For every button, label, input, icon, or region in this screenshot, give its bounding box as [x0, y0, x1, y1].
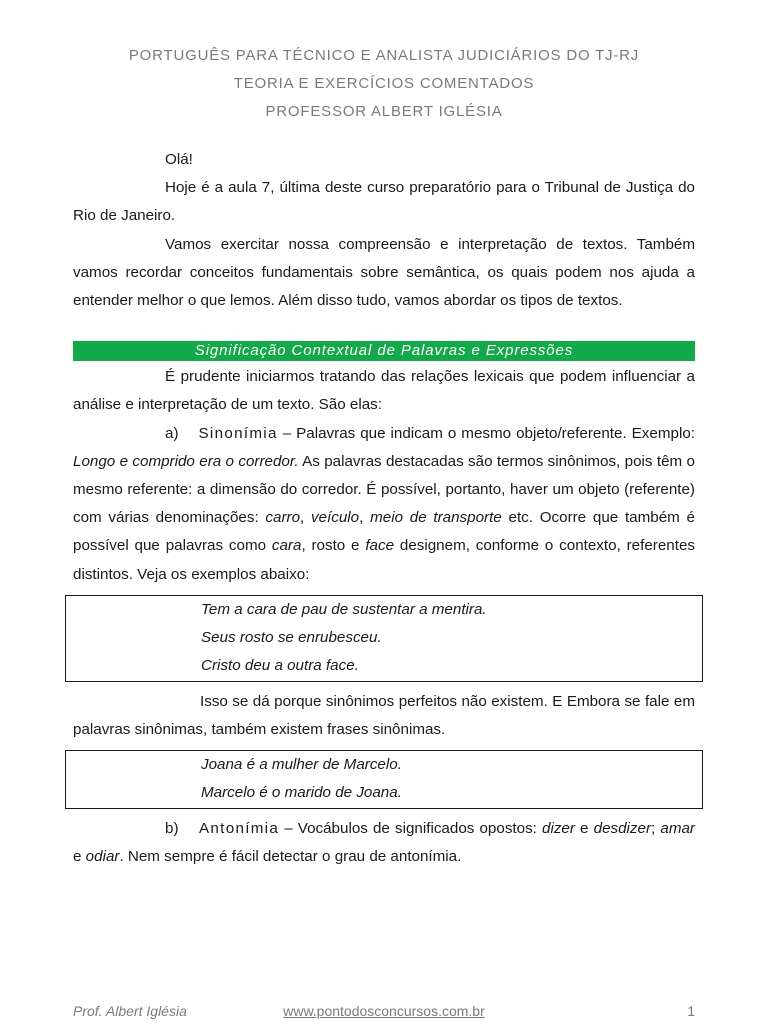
word-amar: amar — [660, 820, 695, 838]
word-face: face — [365, 537, 395, 555]
item-a-text-1: As palavras destacadas são termos sinônimos, pois têm o mesmo referente: a dimensão do corredor. É possível, portanto, haver um objeto (referente) com várias denominações: — [73, 452, 695, 527]
word-odiar: odiar — [85, 848, 120, 866]
word-desdizer: desdizer — [593, 820, 652, 838]
section-paragraph-1: É prudente iniciarmos tratando das relações lexicais que podem influenciar a análise e interpretação de um texto. São elas: — [73, 368, 695, 414]
example-box-1 — [65, 595, 703, 682]
separator: ; — [651, 820, 661, 838]
example-line: Joana é a mulher de Marcelo. — [201, 756, 402, 774]
header-title: PORTUGUÊS PARA TÉCNICO E ANALISTA JUDICIÁRIOS DO TJ-RJ — [128, 47, 640, 64]
page-footer — [73, 1003, 695, 1023]
word-veiculo: veículo — [311, 509, 360, 527]
comma: , — [300, 509, 311, 527]
intro-paragraph-1: Hoje é a aula 7, última deste curso preparatório para o Tribunal de Justiça do Rio de Janeiro. — [73, 179, 695, 225]
footer-author: Prof. Albert Iglésia — [73, 1003, 187, 1019]
comma: , — [359, 509, 371, 527]
greeting: Olá! — [165, 151, 193, 168]
item-b-text: . Nem sempre é fácil detectar o grau de antonímia. — [119, 848, 462, 866]
example-line: Marcelo é o marido de Joana. — [201, 784, 402, 802]
footer-url-link[interactable]: www.pontodosconcursos.com.br — [283, 1003, 485, 1019]
example-box-2 — [65, 750, 703, 809]
word-carro: carro — [265, 509, 301, 527]
item-a-term: Sinonímia — [198, 424, 278, 442]
intro-paragraph-2: Vamos exercitar nossa compreensão e interpretação de textos. Também vamos recordar conceitos fundamentais sobre semântica, os quais podem nos ajuda a entender melhor o que lemos. Além disso tudo, vamos abordar os tipos de textos. — [73, 235, 695, 310]
word-dizer: dizer — [542, 820, 575, 838]
word-cara: cara — [271, 537, 302, 555]
item-b-marker: b) — [165, 820, 179, 838]
item-b-term: Antonímia — [199, 820, 280, 838]
item-a-sinonimia — [73, 420, 695, 589]
example-line: Seus rosto se enrubesceu. — [201, 628, 382, 646]
item-b-def: – Vocábulos de significados opostos: — [279, 820, 543, 838]
header-subtitle: TEORIA E EXERCÍCIOS COMENTADOS — [233, 75, 535, 92]
page-number: 1 — [687, 1003, 695, 1019]
item-b-antonimia — [73, 815, 695, 871]
page-header — [0, 42, 768, 126]
item-a-text-3: , rosto e — [301, 537, 366, 555]
header-professor: PROFESSOR ALBERT IGLÉSIA — [265, 103, 503, 120]
word-meio-de-transporte: meio de transporte — [370, 509, 502, 527]
item-a-marker: a) — [165, 424, 179, 442]
item-a-text-4: designem, conforme o contexto, referentes distintos. Veja os exemplos abaixo: — [73, 537, 695, 583]
item-a-text-2: etc. Ocorre que também é possível que palavras como — [73, 509, 695, 555]
example-line: Tem a cara de pau de sustentar a mentira. — [201, 600, 487, 618]
example-line: Cristo deu a outra face. — [201, 656, 359, 674]
conjunction: e — [574, 820, 594, 838]
section-paragraph-2: Isso se dá porque sinônimos perfeitos não existem. E Embora se fale em palavras sinônimas, também existem frases sinônimas. — [73, 692, 695, 739]
conjunction: e — [73, 848, 86, 866]
section-title-banner: Significação Contextual de Palavras e Expressões — [73, 341, 695, 361]
item-a-def: – Palavras que indicam o mesmo objeto/referente. Exemplo: — [277, 424, 695, 442]
document-body — [73, 146, 695, 872]
item-a-example: Longo e comprido era o corredor. — [73, 452, 299, 470]
